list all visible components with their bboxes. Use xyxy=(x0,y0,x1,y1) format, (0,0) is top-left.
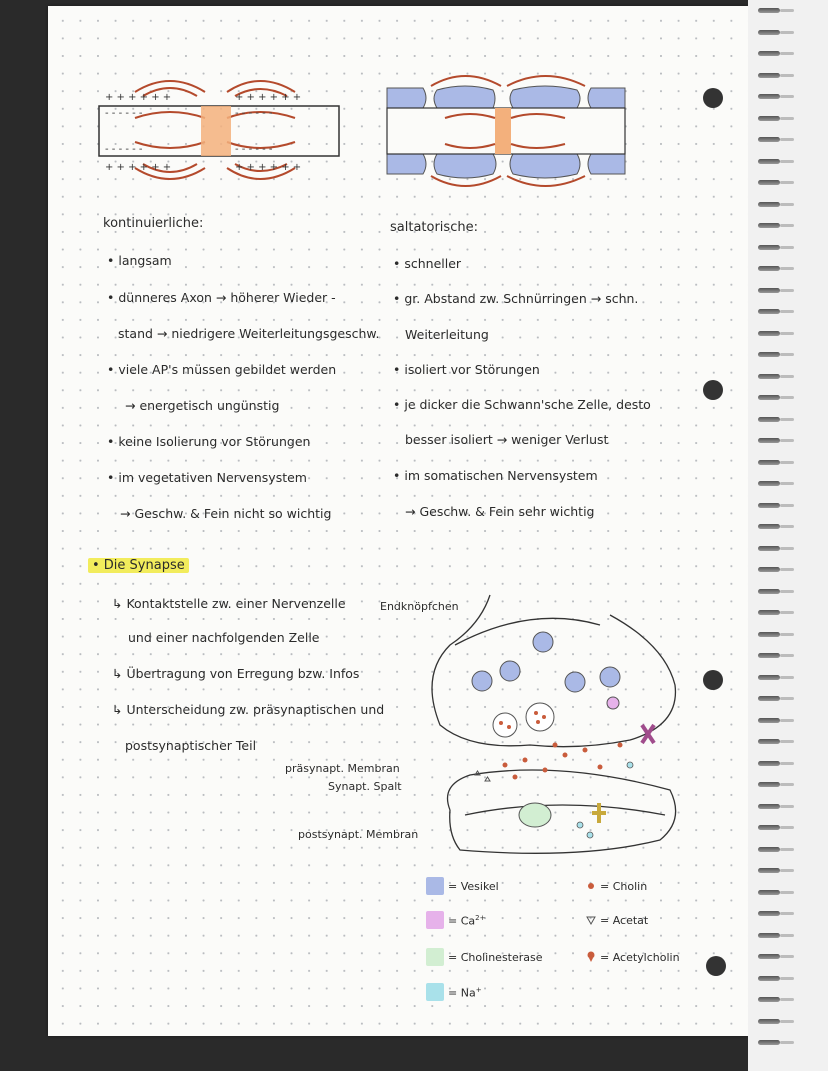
continuous-line: • keine Isolierung vor Störungen xyxy=(107,434,311,449)
continuous-heading: kontinuierliche: xyxy=(103,216,204,231)
synapse-title-text: • Die Synapse xyxy=(88,558,189,573)
legend-ca-row xyxy=(448,914,485,928)
spiral-coil xyxy=(758,352,780,357)
saltatory-line: • isoliert vor Störungen xyxy=(393,362,540,377)
spiral-coil xyxy=(758,374,780,379)
spiral-coil xyxy=(758,546,780,551)
spiral-coil xyxy=(758,675,780,680)
legend-acetat-icon xyxy=(585,914,597,926)
svg-text:- - - - - -: - - - - - - xyxy=(235,144,273,155)
svg-text:- - - - - -: - - - - - - xyxy=(105,144,143,155)
spiral-coil xyxy=(758,159,780,164)
legend-cholin-icon xyxy=(585,880,597,892)
spiral-coil xyxy=(758,653,780,658)
punch-hole xyxy=(703,380,723,400)
legend-na: = Na xyxy=(448,986,476,1000)
spiral-coil xyxy=(758,245,780,250)
spiral-coil xyxy=(758,137,780,142)
synapse-title xyxy=(88,558,189,573)
legend-cholinesterase: = Cholinesterase xyxy=(448,951,543,964)
saltatory-line: • im somatischen Nervensystem xyxy=(393,468,598,483)
legend-acetat: = Acetat xyxy=(600,914,649,927)
spiral-coil xyxy=(758,438,780,443)
synapse-line: ↳ Kontaktstelle zw. einer Nervenzelle xyxy=(112,596,346,611)
spiral-coil xyxy=(758,567,780,572)
synapse-line: ↳ Unterscheidung zw. präsynaptischen und xyxy=(112,702,385,717)
spiral-binding xyxy=(748,0,828,1071)
saltatory-line: • je dicker die Schwann'sche Zelle, desto xyxy=(393,397,651,412)
saltatory-line: • schneller xyxy=(393,256,462,271)
spiral-coil xyxy=(758,202,780,207)
svg-text:- - - - - -: - - - - - - xyxy=(235,108,273,119)
svg-text:+ + + + + +: + + + + + + xyxy=(235,92,302,103)
spiral-coil xyxy=(758,180,780,185)
saltatory-heading: saltatorische: xyxy=(390,220,478,235)
spiral-coil xyxy=(758,223,780,228)
spiral-coil xyxy=(758,847,780,852)
saltatory-line: → Geschw. & Fein sehr wichtig xyxy=(405,504,595,519)
legend-swatch-vesikel xyxy=(426,877,444,895)
spiral-coil xyxy=(758,761,780,766)
saltatory-line: • gr. Abstand zw. Schnürringen → schn. xyxy=(393,291,639,306)
spiral-coil xyxy=(758,933,780,938)
spiral-coil xyxy=(758,524,780,529)
label-prae-membran: präsynapt. Membran xyxy=(285,762,400,775)
spiral-coil xyxy=(758,309,780,314)
spiral-coil xyxy=(758,911,780,916)
spiral-coil xyxy=(758,395,780,400)
spiral-coil xyxy=(758,890,780,895)
legend-swatch-na xyxy=(426,983,444,1001)
legend-na-superscript: + xyxy=(475,986,482,994)
legend-acetylcholin-icon xyxy=(585,950,597,962)
saltatory-conduction-diagram xyxy=(385,68,630,193)
continuous-line: stand → niedrigere Weiterleitungsgeschw. xyxy=(118,326,380,341)
continuous-line: • dünneres Axon → höherer Wieder - xyxy=(107,290,336,305)
legend-swatch-cholinesterase xyxy=(426,948,444,966)
spiral-coil xyxy=(758,954,780,959)
spiral-coil xyxy=(758,417,780,422)
svg-text:+ + + + + +: + + + + + + xyxy=(235,162,302,173)
spiral-coil xyxy=(758,997,780,1002)
spiral-coil xyxy=(758,1040,780,1045)
label-endknoepfchen: Endknöpfchen xyxy=(380,600,459,613)
spiral-coil xyxy=(758,610,780,615)
spiral-coil xyxy=(758,804,780,809)
legend-swatch-ca xyxy=(426,911,444,929)
svg-text:+ + + + + +: + + + + + + xyxy=(105,92,172,103)
spiral-coil xyxy=(758,288,780,293)
spiral-coil xyxy=(758,739,780,744)
punch-hole xyxy=(703,670,723,690)
spiral-coil xyxy=(758,94,780,99)
spiral-coil xyxy=(758,266,780,271)
saltatory-line: Weiterleitung xyxy=(405,327,489,342)
synapse-line: postsynaptischer Teil xyxy=(125,738,257,753)
svg-text:+ + + + + +: + + + + + + xyxy=(105,162,172,173)
svg-text:- - - - - -: - - - - - - xyxy=(105,108,143,119)
label-synapt-spalt: Synapt. Spalt xyxy=(328,780,402,793)
spiral-coil xyxy=(758,825,780,830)
punch-hole xyxy=(703,88,723,108)
continuous-conduction-diagram xyxy=(95,68,345,193)
saltatory-line: besser isoliert → weniger Verlust xyxy=(405,432,609,447)
synapse-line: und einer nachfolgenden Zelle xyxy=(128,630,320,645)
spiral-coil xyxy=(758,73,780,78)
label-post-membran: postsynapt. Membran xyxy=(298,828,419,841)
continuous-line: • im vegetativen Nervensystem xyxy=(107,470,307,485)
synapse-line: ↳ Übertragung von Erregung bzw. Infos xyxy=(112,666,360,681)
spiral-coil xyxy=(758,116,780,121)
spiral-coil xyxy=(758,30,780,35)
spiral-coil xyxy=(758,782,780,787)
spiral-coil xyxy=(758,8,780,13)
spiral-coil xyxy=(758,589,780,594)
spiral-coil xyxy=(758,481,780,486)
legend-ca: = Ca xyxy=(448,914,476,928)
synapse-diagram xyxy=(380,585,690,860)
legend-cholin: = Cholin xyxy=(600,880,648,893)
continuous-line: • langsam xyxy=(107,253,172,268)
spiral-coil xyxy=(758,718,780,723)
spiral-coil xyxy=(758,51,780,56)
spiral-coil xyxy=(758,331,780,336)
continuous-line: • viele AP's müssen gebildet werden xyxy=(107,362,337,377)
spiral-coil xyxy=(758,976,780,981)
spiral-coil xyxy=(758,696,780,701)
punch-hole xyxy=(706,956,726,976)
spiral-coil xyxy=(758,460,780,465)
legend-acetylcholin: = Acetylcholin xyxy=(600,951,680,964)
spiral-coil xyxy=(758,1019,780,1024)
spiral-coil xyxy=(758,503,780,508)
legend-vesikel: = Vesikel xyxy=(448,880,499,893)
legend-ca-superscript: 2+ xyxy=(475,914,486,922)
spiral-coil xyxy=(758,868,780,873)
spiral-coil xyxy=(758,632,780,637)
legend-na-row xyxy=(448,986,482,1000)
continuous-line: → energetisch ungünstig xyxy=(125,398,280,413)
continuous-line: → Geschw. & Fein nicht so wichtig xyxy=(120,506,332,521)
